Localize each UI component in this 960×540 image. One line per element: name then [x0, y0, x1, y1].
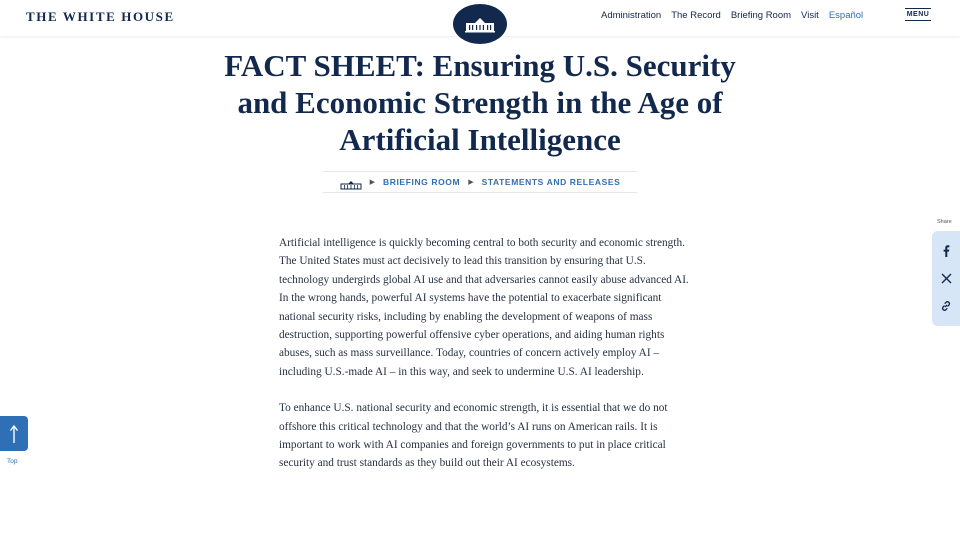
menu-bar-top	[905, 8, 931, 9]
menu-label: MENU	[906, 11, 930, 19]
share-label: Share	[937, 219, 952, 225]
article-paragraph: To enhance U.S. national security and economic strength, it is essential that we do not offshore this critical technology and that the world’s AI runs on American rails. It is important to work with AI companies and foreign governments to put in place critical security and trust standards as they build out their AI ecosystems.	[279, 402, 668, 470]
breadcrumb-statements-and-releases[interactable]: STATEMENTS AND RELEASES	[481, 177, 621, 187]
link-icon[interactable]	[938, 298, 954, 314]
arrow-up-icon	[9, 424, 19, 444]
x-icon[interactable]	[938, 270, 954, 286]
nav-briefing-room[interactable]: Briefing Room	[730, 10, 792, 21]
article-paragraph: Artificial intelligence is quickly becoming central to both security and economic strength. The United States must act decisively to lead this transition by ensuring that U.S. technology undergirds global AI use and that adversaries cannot easily abuse advanced AI. In the wrong hands, powerful AI systems have the potential to exacerbate significant national security risks, including by enabling the development of weapons of mass destruction, supporting powerful offensive cyber operations, and aiding human rights abuses, such as mass surveillance. Today, countries of concern actively employ AI – including U.S.-made AI – in this way, and seek to undermine U.S. AI leadership.	[279, 237, 689, 378]
nav-espanol[interactable]: Español	[828, 10, 864, 21]
nav-the-record[interactable]: The Record	[671, 10, 721, 21]
site-header	[0, 0, 960, 36]
white-house-seal-icon[interactable]	[453, 4, 507, 44]
white-house-home-icon[interactable]	[340, 177, 362, 187]
article-body	[279, 234, 689, 491]
site-brand[interactable]: THE WHITE HOUSE	[26, 9, 175, 24]
breadcrumb-briefing-room[interactable]: BRIEFING ROOM	[382, 177, 461, 187]
page-title: FACT SHEET: Ensuring U.S. Security and Economic Strength in the Age of Artificial Intelligence	[224, 48, 736, 157]
back-to-top-button[interactable]	[0, 416, 28, 451]
share-panel	[932, 231, 960, 326]
main-nav	[601, 10, 873, 21]
chevron-right-icon: ▶	[468, 179, 474, 186]
breadcrumb	[323, 171, 637, 193]
back-to-top-label[interactable]: Top	[7, 458, 18, 465]
chevron-right-icon: ▶	[369, 179, 375, 186]
menu-button[interactable]	[905, 8, 931, 26]
nav-visit[interactable]: Visit	[801, 10, 819, 21]
facebook-icon[interactable]	[938, 243, 954, 259]
menu-bar-bottom	[905, 20, 931, 21]
nav-administration[interactable]: Administration	[601, 10, 662, 21]
